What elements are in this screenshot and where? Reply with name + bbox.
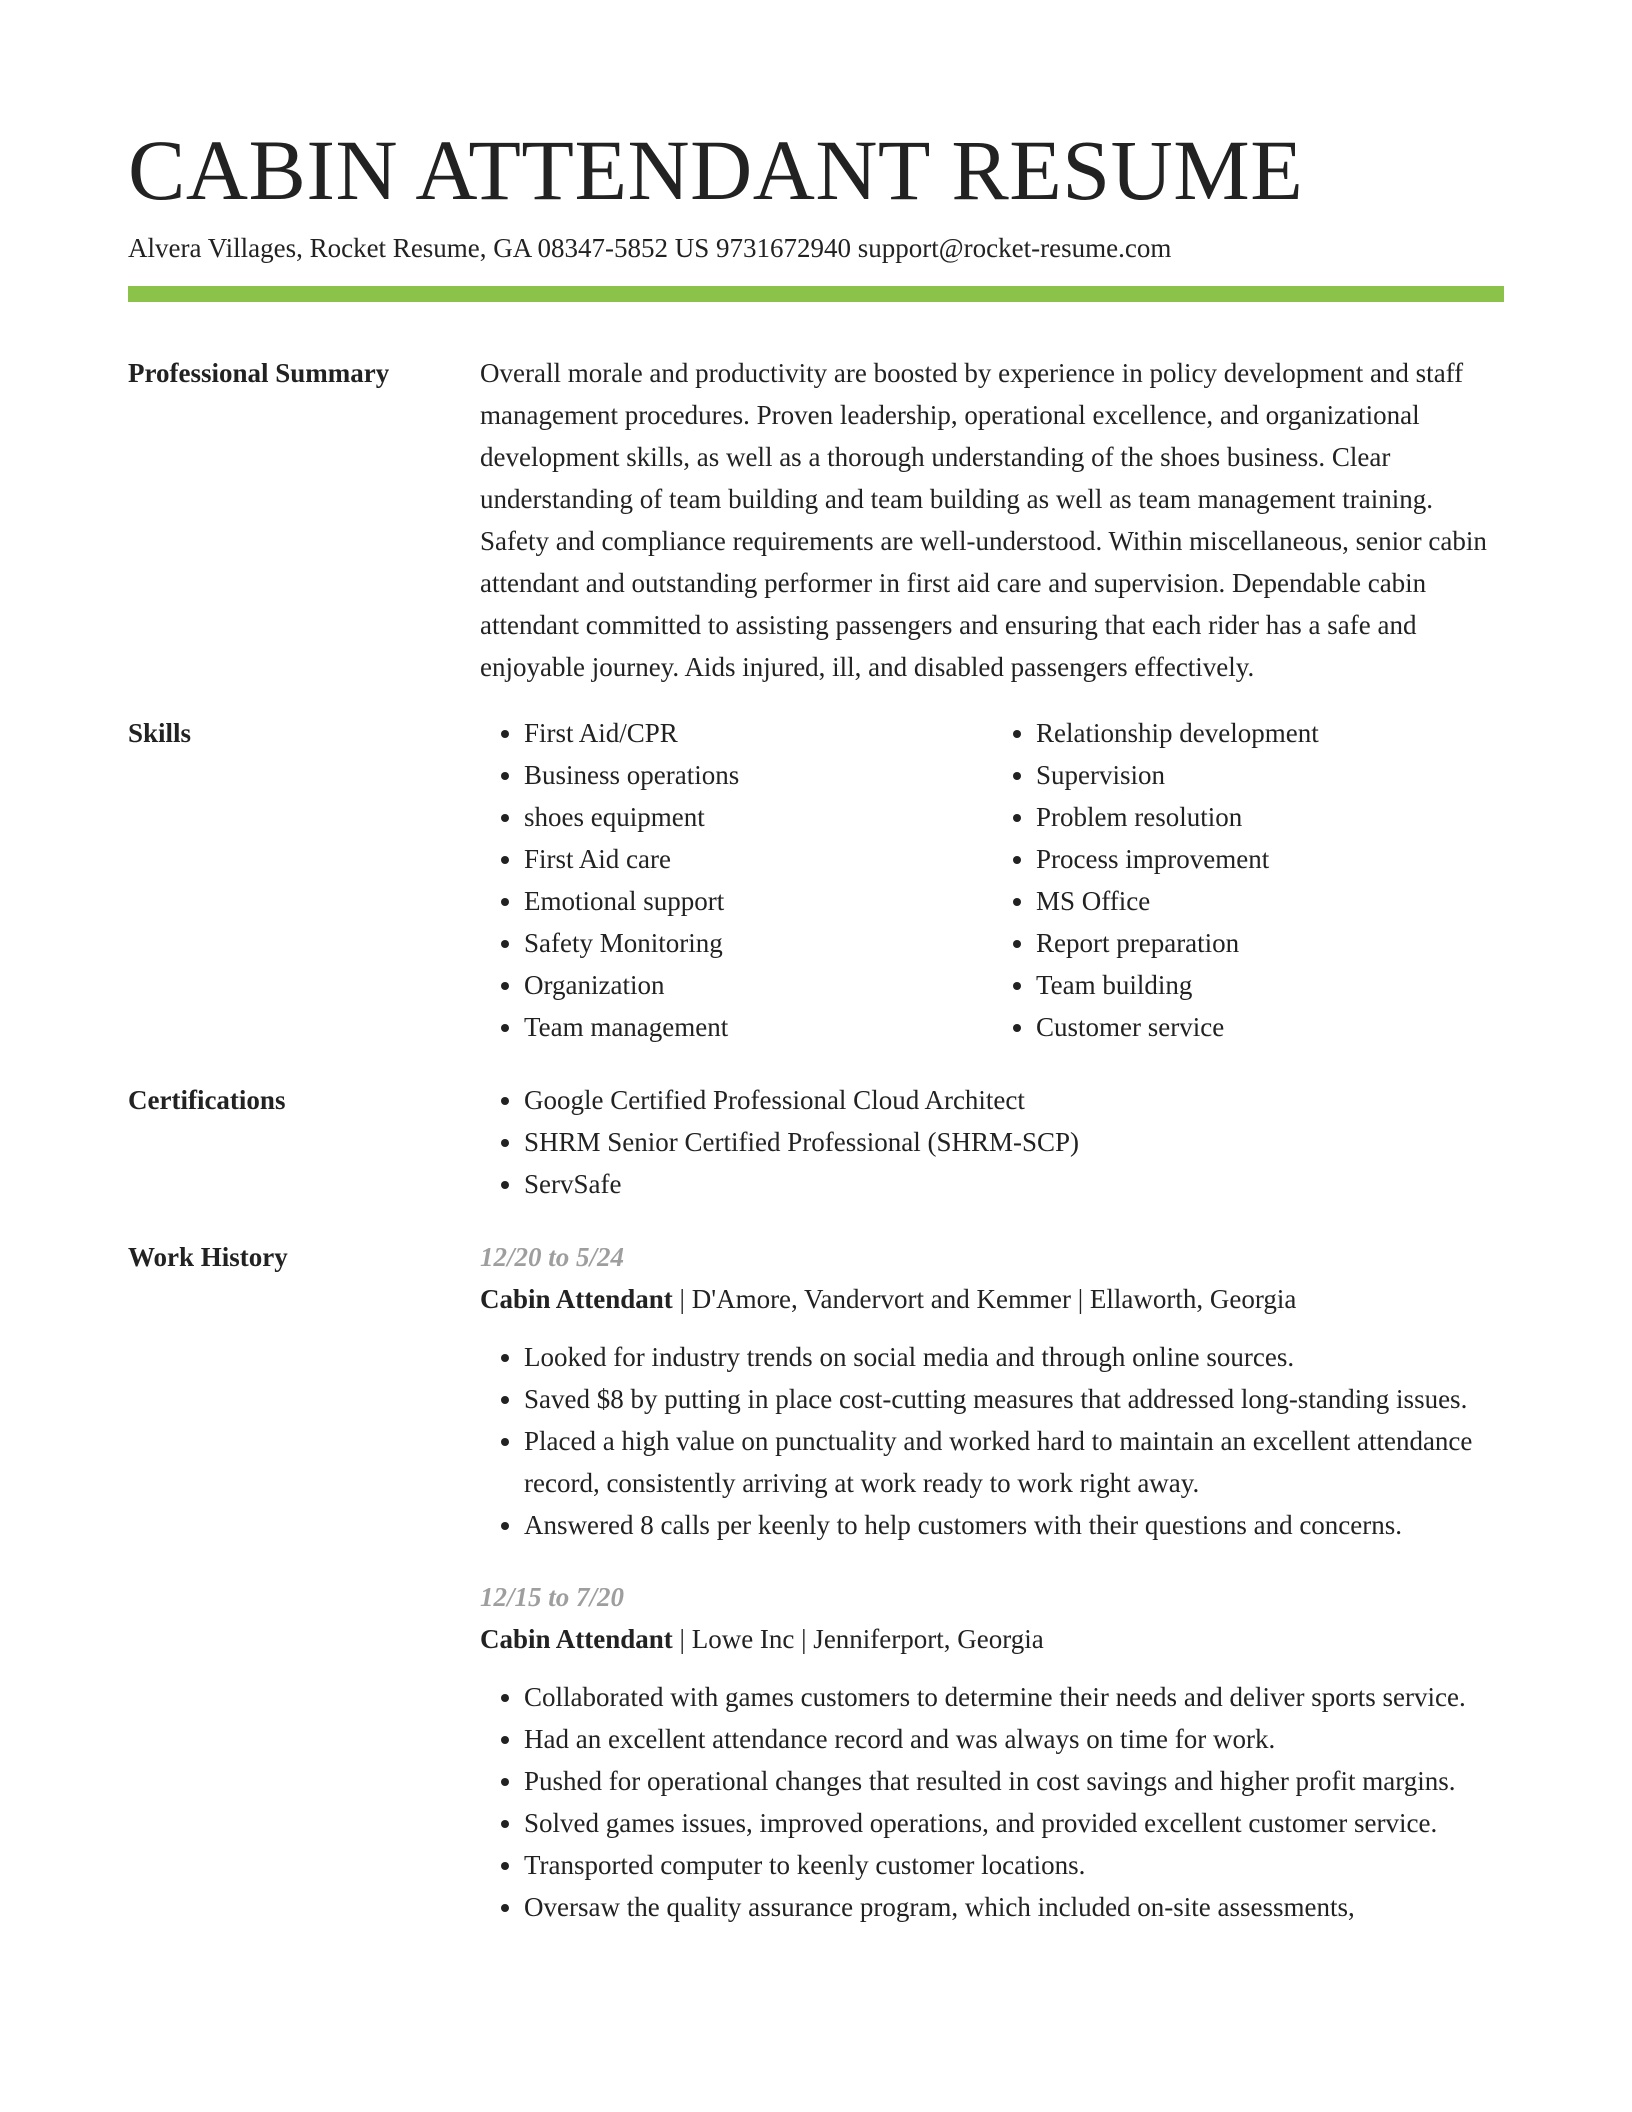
skill-item: • shoes equipment (524, 796, 992, 838)
job-bullets (480, 1336, 1504, 1546)
job-bullet: • Looked for industry trends on social media and through online sources. (524, 1336, 1504, 1378)
skill-item: • Supervision (1036, 754, 1504, 796)
job-details: | Lowe Inc | Jenniferport, Georgia (672, 1624, 1044, 1654)
skill-item: • Problem resolution (1036, 796, 1504, 838)
certifications-section (128, 1079, 1504, 1205)
summary-text: Overall morale and productivity are boosted by experience in policy development and staff management procedures. Proven leadership, operational excellence, and organizational development skills, as well as a thorough understanding of the shoes business. Clear understanding of team building and team building as well as team management training. Safety and compliance requirements are well-understood. Within miscellaneous, senior cabin attendant and outstanding performer in first aid care and supervision. Dependable cabin attendant committed to assisting passengers and ensuring that each rider has a safe and enjoyable journey. Aids injured, ill, and disabled passengers effectively. (480, 358, 1487, 682)
skill-item: • Customer service (1036, 1006, 1504, 1048)
skill-item: • Safety Monitoring (524, 922, 992, 964)
job-dates: 12/15 to 7/20 (480, 1582, 625, 1612)
certifications-label: Certifications (128, 1085, 286, 1115)
job-entry (480, 1236, 1504, 1546)
job-details: | D'Amore, Vandervort and Kemmer | Ellaworth, Georgia (672, 1284, 1297, 1314)
job-entry (480, 1576, 1504, 1928)
skills-section (128, 712, 1504, 1048)
summary-section (128, 352, 1504, 688)
certifications-list (480, 1079, 1504, 1205)
job-heading (480, 1278, 1504, 1320)
skills-label: Skills (128, 718, 192, 748)
skill-item: • First Aid/CPR (524, 712, 992, 754)
job-bullet: • Solved games issues, improved operations, and provided excellent customer service. (524, 1802, 1504, 1844)
job-heading (480, 1618, 1504, 1660)
work-history-label: Work History (128, 1242, 288, 1272)
job-bullet: • Collaborated with games customers to determine their needs and deliver sports service. (524, 1676, 1504, 1718)
job-bullet: • Answered 8 calls per keenly to help customers with their questions and concerns. (524, 1504, 1504, 1546)
skill-item: • Process improvement (1036, 838, 1504, 880)
contact-line: Alvera Villages, Rocket Resume, GA 08347-5852 US 9731672940 support@rocket-resume.com (128, 233, 1172, 263)
certification-item: • ServSafe (524, 1163, 1504, 1205)
header-divider (128, 286, 1504, 302)
job-title: Cabin Attendant (480, 1624, 673, 1654)
skills-list-left (480, 712, 992, 1048)
job-bullets (480, 1676, 1504, 1928)
skill-item: • First Aid care (524, 838, 992, 880)
job-dates: 12/20 to 5/24 (480, 1242, 625, 1272)
job-bullet: • Transported computer to keenly customer locations. (524, 1844, 1504, 1886)
job-title: Cabin Attendant (480, 1284, 673, 1314)
skills-list-right (992, 712, 1504, 1048)
resume-title: CABIN ATTENDANT RESUME (128, 122, 1304, 218)
resume-page (128, 120, 1504, 1958)
job-bullet: • Saved $8 by putting in place cost-cutting measures that addressed long-standing issues. (524, 1378, 1504, 1420)
certification-item: • Google Certified Professional Cloud Architect (524, 1079, 1504, 1121)
skill-item: • Organization (524, 964, 992, 1006)
summary-label: Professional Summary (128, 358, 390, 388)
skill-item: • Emotional support (524, 880, 992, 922)
skill-item: • MS Office (1036, 880, 1504, 922)
job-bullet: • Pushed for operational changes that resulted in cost savings and higher profit margins. (524, 1760, 1504, 1802)
job-bullet: • Placed a high value on punctuality and worked hard to maintain an excellent attendance record, consistently arriving at work ready to work right away. (524, 1420, 1504, 1504)
certification-item: • SHRM Senior Certified Professional (SHRM-SCP) (524, 1121, 1504, 1163)
work-history-section (128, 1236, 1504, 1958)
skill-item: • Team management (524, 1006, 992, 1048)
skill-item: • Relationship development (1036, 712, 1504, 754)
job-bullet: • Had an excellent attendance record and was always on time for work. (524, 1718, 1504, 1760)
job-bullet: • Oversaw the quality assurance program, which included on-site assessments, (524, 1886, 1504, 1928)
skill-item: • Business operations (524, 754, 992, 796)
skill-item: • Report preparation (1036, 922, 1504, 964)
skill-item: • Team building (1036, 964, 1504, 1006)
